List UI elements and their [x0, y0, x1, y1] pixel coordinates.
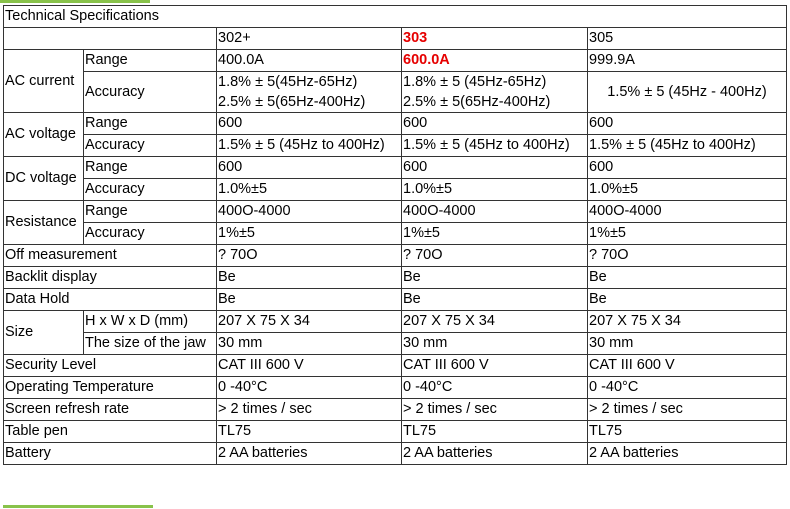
value-cell: Be — [588, 289, 787, 311]
value-cell: 207 X 75 X 34 — [402, 311, 588, 333]
value-cell: 1.0%±5 — [402, 179, 588, 201]
value-cell: TL75 — [588, 421, 787, 443]
value-cell: 1.0%±5 — [588, 179, 787, 201]
value-cell: TL75 — [217, 421, 402, 443]
value-cell: Be — [402, 289, 588, 311]
row-label-security: Security Level — [4, 355, 217, 377]
value-line: 1.8% ± 5(45Hz-65Hz) — [218, 74, 358, 90]
value-cell: 0 -40°C — [588, 377, 787, 399]
value-cell: 400O-4000 — [588, 201, 787, 223]
table-row — [4, 135, 787, 157]
value-cell: 400O-4000 — [217, 201, 402, 223]
value-cell: 999.9A — [588, 50, 787, 72]
value-line: 1.8% ± 5 (45Hz-65Hz) — [403, 74, 547, 90]
sub-label: Accuracy — [84, 179, 217, 201]
model-302-header: 302+ — [217, 28, 402, 50]
row-label-data-hold: Data Hold — [4, 289, 217, 311]
header-empty-cell — [4, 28, 217, 50]
sub-label: Range — [84, 50, 217, 72]
sub-label: Accuracy — [84, 223, 217, 245]
sub-label: H x W x D (mm) — [84, 311, 217, 333]
table-row — [4, 311, 787, 333]
sub-label: Range — [84, 157, 217, 179]
table-row — [4, 223, 787, 245]
table-row — [4, 443, 787, 465]
top-accent-line — [0, 0, 150, 3]
table-row — [4, 157, 787, 179]
value-cell: 600 — [588, 113, 787, 135]
sub-label: Range — [84, 201, 217, 223]
table-row — [4, 179, 787, 201]
sub-label: Accuracy — [84, 135, 217, 157]
value-cell: 1%±5 — [217, 223, 402, 245]
table-row — [4, 355, 787, 377]
row-label-resistance: Resistance — [4, 201, 84, 245]
value-cell: 30 mm — [402, 333, 588, 355]
value-cell-highlight: 600.0A — [402, 50, 588, 72]
table-row — [4, 245, 787, 267]
row-label-ac-current: AC current — [4, 50, 84, 113]
table-row — [4, 377, 787, 399]
value-cell: 600 — [402, 157, 588, 179]
model-305-header: 305 — [588, 28, 787, 50]
sub-label: Accuracy — [84, 72, 217, 113]
table-title: Technical Specifications — [4, 6, 787, 28]
value-line: 2.5% ± 5(65Hz-400Hz) — [218, 94, 366, 110]
value-line: 2.5% ± 5(65Hz-400Hz) — [403, 94, 551, 110]
table-row — [4, 399, 787, 421]
table-row — [4, 333, 787, 355]
row-label-backlit: Backlit display — [4, 267, 217, 289]
value-cell: 30 mm — [217, 333, 402, 355]
value-cell: ? 70O — [217, 245, 402, 267]
value-cell: 2 AA batteries — [217, 443, 402, 465]
value-cell: 2 AA batteries — [588, 443, 787, 465]
value-cell: CAT III 600 V — [588, 355, 787, 377]
table-row — [4, 50, 787, 72]
row-label-dc-voltage: DC voltage — [4, 157, 84, 201]
value-cell: 0 -40°C — [217, 377, 402, 399]
table-row — [4, 267, 787, 289]
value-cell: 1.5% ± 5 (45Hz - 400Hz) — [588, 72, 787, 113]
table-row — [4, 201, 787, 223]
value-cell: 600 — [217, 157, 402, 179]
value-cell-multiline — [402, 72, 588, 113]
row-label-ac-voltage: AC voltage — [4, 113, 84, 157]
value-cell: 400.0A — [217, 50, 402, 72]
value-cell: > 2 times / sec — [217, 399, 402, 421]
value-cell: ? 70O — [588, 245, 787, 267]
value-cell: 2 AA batteries — [402, 443, 588, 465]
value-cell: 1%±5 — [588, 223, 787, 245]
bottom-accent-line — [3, 505, 153, 508]
value-cell: CAT III 600 V — [402, 355, 588, 377]
table-row — [4, 289, 787, 311]
value-cell: 600 — [217, 113, 402, 135]
row-label-table-pen: Table pen — [4, 421, 217, 443]
row-label-size: Size — [4, 311, 84, 355]
row-label-refresh: Screen refresh rate — [4, 399, 217, 421]
value-cell: 1%±5 — [402, 223, 588, 245]
value-cell: ? 70O — [402, 245, 588, 267]
model-header-row — [4, 28, 787, 50]
model-303-header: 303 — [402, 28, 588, 50]
row-label-off-measurement: Off measurement — [4, 245, 217, 267]
value-cell: > 2 times / sec — [588, 399, 787, 421]
value-cell: TL75 — [402, 421, 588, 443]
value-cell: 1.0%±5 — [217, 179, 402, 201]
title-row — [4, 6, 787, 28]
value-cell: Be — [402, 267, 588, 289]
value-cell: 207 X 75 X 34 — [217, 311, 402, 333]
value-cell: Be — [588, 267, 787, 289]
value-cell: CAT III 600 V — [217, 355, 402, 377]
table-row — [4, 72, 787, 113]
table-row — [4, 113, 787, 135]
value-cell: Be — [217, 267, 402, 289]
value-cell-multiline — [217, 72, 402, 113]
value-cell: 400O-4000 — [402, 201, 588, 223]
table-row — [4, 421, 787, 443]
row-label-op-temp: Operating Temperature — [4, 377, 217, 399]
value-cell: 1.5% ± 5 (45Hz to 400Hz) — [402, 135, 588, 157]
row-label-battery: Battery — [4, 443, 217, 465]
value-cell: > 2 times / sec — [402, 399, 588, 421]
sub-label: The size of the jaw — [84, 333, 217, 355]
value-cell: Be — [217, 289, 402, 311]
value-cell: 207 X 75 X 34 — [588, 311, 787, 333]
value-cell: 1.5% ± 5 (45Hz to 400Hz) — [588, 135, 787, 157]
value-cell: 600 — [588, 157, 787, 179]
value-cell: 600 — [402, 113, 588, 135]
value-cell: 0 -40°C — [402, 377, 588, 399]
value-cell: 30 mm — [588, 333, 787, 355]
spec-table — [3, 5, 787, 465]
value-cell: 1.5% ± 5 (45Hz to 400Hz) — [217, 135, 402, 157]
sub-label: Range — [84, 113, 217, 135]
